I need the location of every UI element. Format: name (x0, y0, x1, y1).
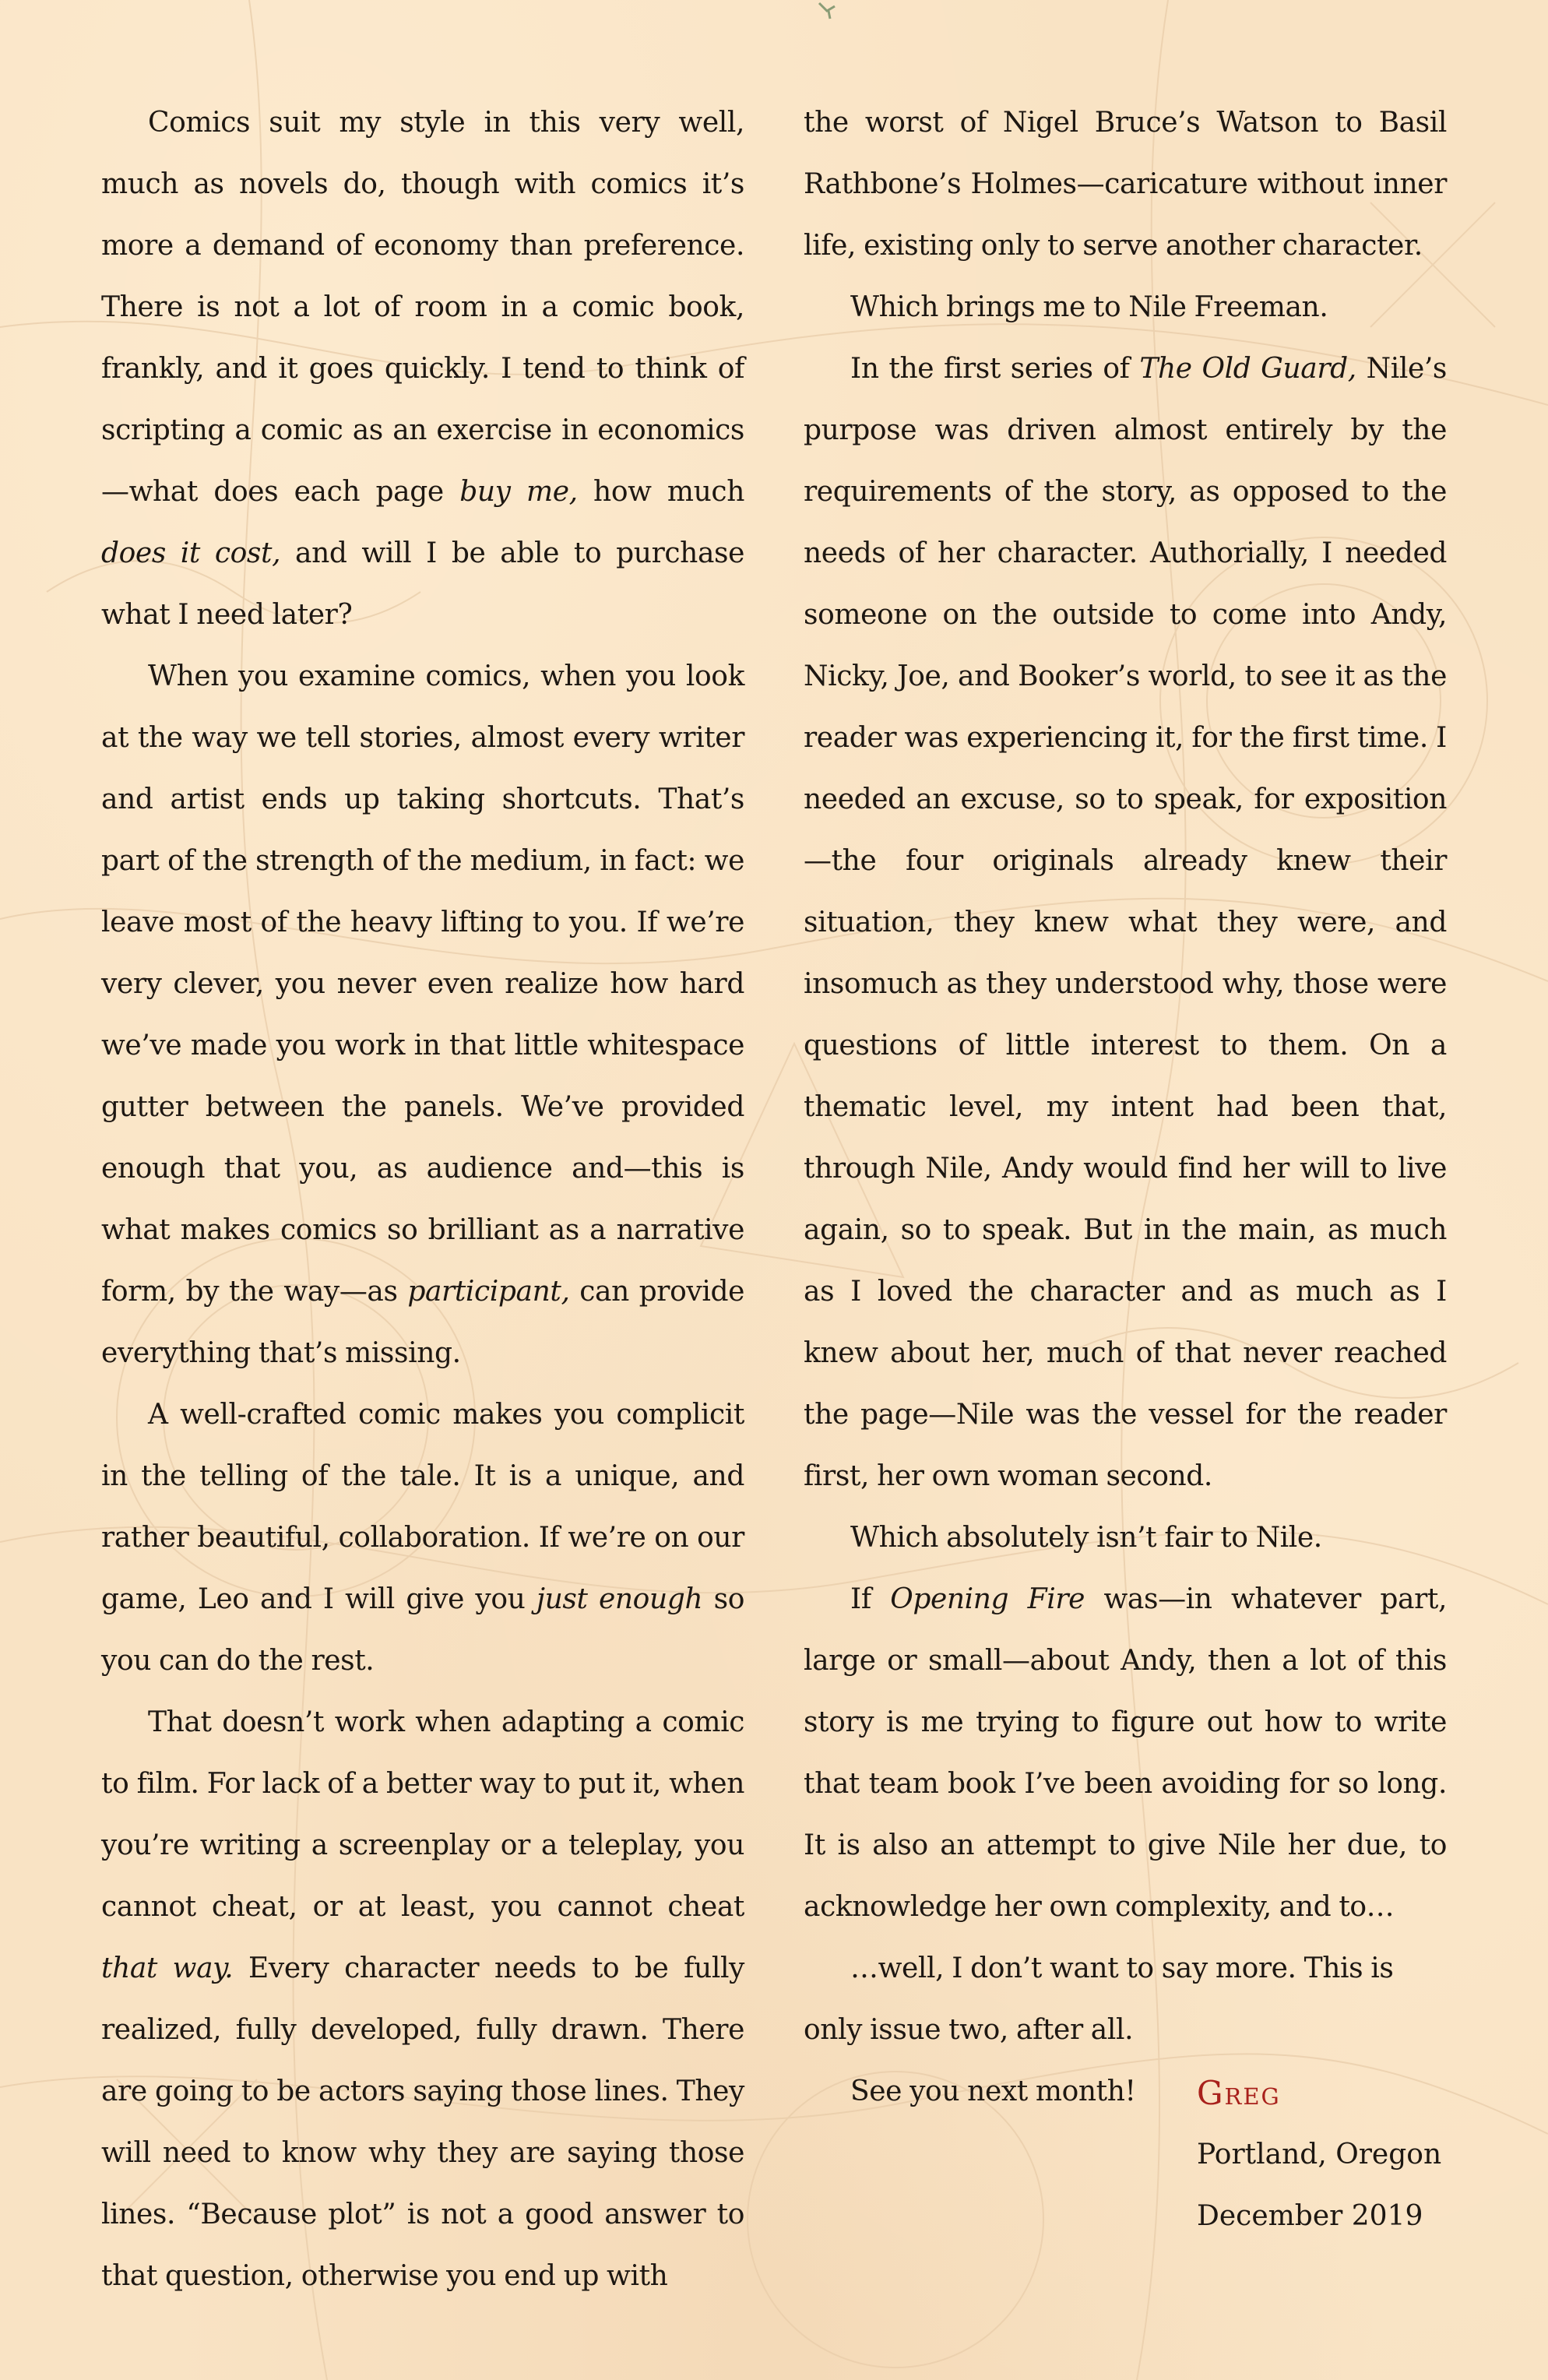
paragraph: Which absolutely isn’t fair to Nile. (850, 1522, 1322, 1554)
paragraph: …well, I don’t want to say more. This is only issue two, after all. (804, 1952, 1394, 2046)
letter-left-column (101, 92, 744, 2307)
paragraph: See you next month! (850, 2075, 1136, 2107)
paragraph: In the first series of The Old Guard, Nile’s purpose was driven almost entirely by the requirements of the story, as opposed to the needs of her character. Authorially, I needed someone on the outside to come into Andy, Nicky, Joe, and Booker’s world, to see it as the reader was experiencing it, for the first time. I needed an excuse, so to speak, for exposition—the four originals already knew their situation, they knew what they were, and insomuch as they understood why, those were questions of little interest to them. On a thematic level, my intent had been that, through Nile, Andy would find her will to live again, so to speak. But in the main, as much as I loved the character and as much as I knew about her, much of that never reached the page—Nile was the vessel for the reader first, her own woman second. (804, 353, 1447, 1492)
signature-block (1197, 2062, 1508, 2247)
paragraph: That doesn’t work when adapting a comic to film. For lack of a better way to put it, when you’re writing a screenplay or a teleplay, you cannot cheat, or at least, you cannot cheat that way. Every character needs to be fully realized, fully developed, fully drawn. There are going to be actors saying those lines. They will need to know why they are saying those lines. “Because plot” is not a good answer to that question, otherwise you end up with (101, 1706, 744, 2292)
signature-date: December 2019 (1197, 2200, 1423, 2232)
signature-location: Portland, Oregon (1197, 2139, 1442, 2171)
paragraph: When you examine comics, when you look at the way we tell stories, almost every writer and artist ends up taking shortcuts. That’s part of the strength of the medium, in fact: we leave most of the heavy lifting to you. If we’re very clever, you never even realize how hard we’ve made you work in that little whitespace gutter between the panels. We’ve provided enough that you, as audience and—this is what makes comics so brilliant as a narrative form, by the way—as participant, can provide everything that’s missing. (101, 660, 744, 1369)
signature-name: Greg (1197, 2074, 1281, 2112)
paragraph: If Opening Fire was—in whatever part, large or small—about Andy, then a lot of this story is me trying to figure out how to write that team book I’ve been avoiding for so long. It is also an attempt to give Nile her due, to acknowledge her own complexity, and to… (804, 1583, 1447, 1923)
letter-right-column (804, 92, 1447, 2122)
paragraph: A well-crafted comic makes you complicit in the telling of the tale. It is a unique, and rather beautiful, collaboration. If we’re on our game, Leo and I will give you just enough so you can do the rest. (101, 1399, 744, 1677)
paragraph: the worst of Nigel Bruce’s Watson to Basil Rathbone’s Holmes—caricature without inner life, existing only to serve another character. (804, 107, 1447, 262)
paragraph: Which brings me to Nile Freeman. (850, 291, 1328, 323)
paragraph: Comics suit my style in this very well, much as novels do, though with comics it’s more a demand of economy than preference. There is not a lot of room in a comic book, frankly, and it goes quickly. I tend to think of scripting a comic as an exercise in economics—what does each page buy me, how much does it cost, and will I be able to purchase what I need later? (101, 107, 744, 631)
